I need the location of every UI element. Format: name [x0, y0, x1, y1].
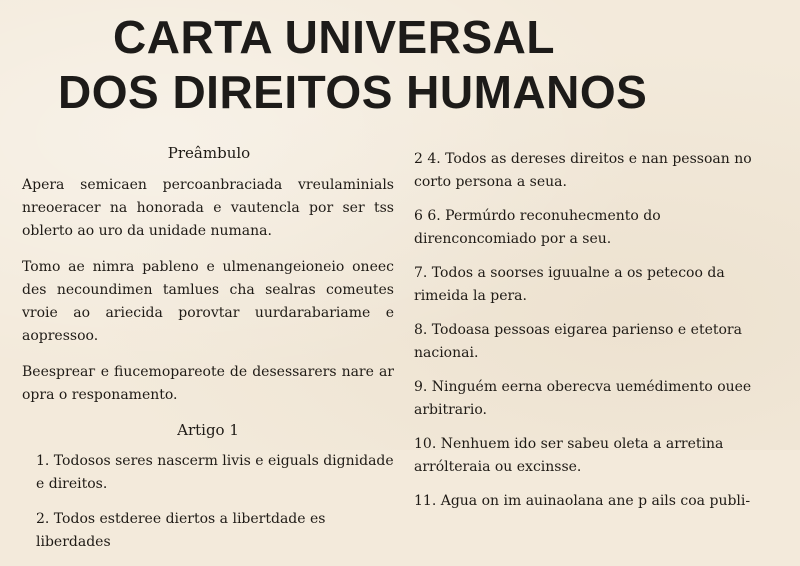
title-line-2: DOS DIREITOS HUMANOS: [58, 66, 648, 118]
preamble-paragraph-1: Apera semicaen percoanbraciada vreulaminials nreoeracer na honorada e vautencla por ser tss oblerto ao uro da unidade numana.: [22, 177, 394, 239]
article-item: 6 6. Permúrdo reconuhecmento do direnconcomiado por a seu.: [414, 208, 661, 247]
preamble-paragraph-3: Beespreaг e fiucemopareote de desessarers nare ar opra o responamento.: [22, 364, 394, 403]
article-item: 10. Nenhuem ido ser sabeu oleta a arretina arrólteraia ou excinsse.: [414, 436, 724, 475]
preamble-paragraph-2: Tomo ae nimra pableno e ulmenangeioneio oneec des necoundimen tamlues cha sealras comeutes vroie ao ariecida porovtar uurdarabariame e aopressoo.: [22, 259, 394, 344]
title-line-1: CARTA UNIVERSAL: [113, 11, 555, 63]
article-item: 11. Agua on im auinaolana ane p ails coa publi-: [414, 493, 751, 509]
article-item: 9. Ninguém eerna oberecva uemédimento ouee arbitrario.: [414, 379, 752, 418]
article-item: 2. Todos estderee diertos a libertdade es liberdades: [36, 511, 326, 550]
article-item: 8. Todoasa pessoas eigarea pariensо e etetora nacionai.: [414, 322, 742, 361]
left-column: [22, 142, 394, 566]
article-item: 1. Todosos seres nascerm livis e eiguals dignidade e direitos.: [36, 453, 394, 492]
artigo-heading: Artigo 1: [177, 421, 239, 439]
article-item: 7. Todos a soorses iguualne a os petecoo da rimeida la pera.: [414, 265, 725, 304]
preamble-heading: Preâmbulo: [167, 144, 251, 162]
article-item: 2 4. Todos as dereses direitos e nan pessoan no corto persona a seua.: [414, 151, 752, 190]
document-title: [58, 10, 748, 120]
right-column: [410, 148, 782, 524]
